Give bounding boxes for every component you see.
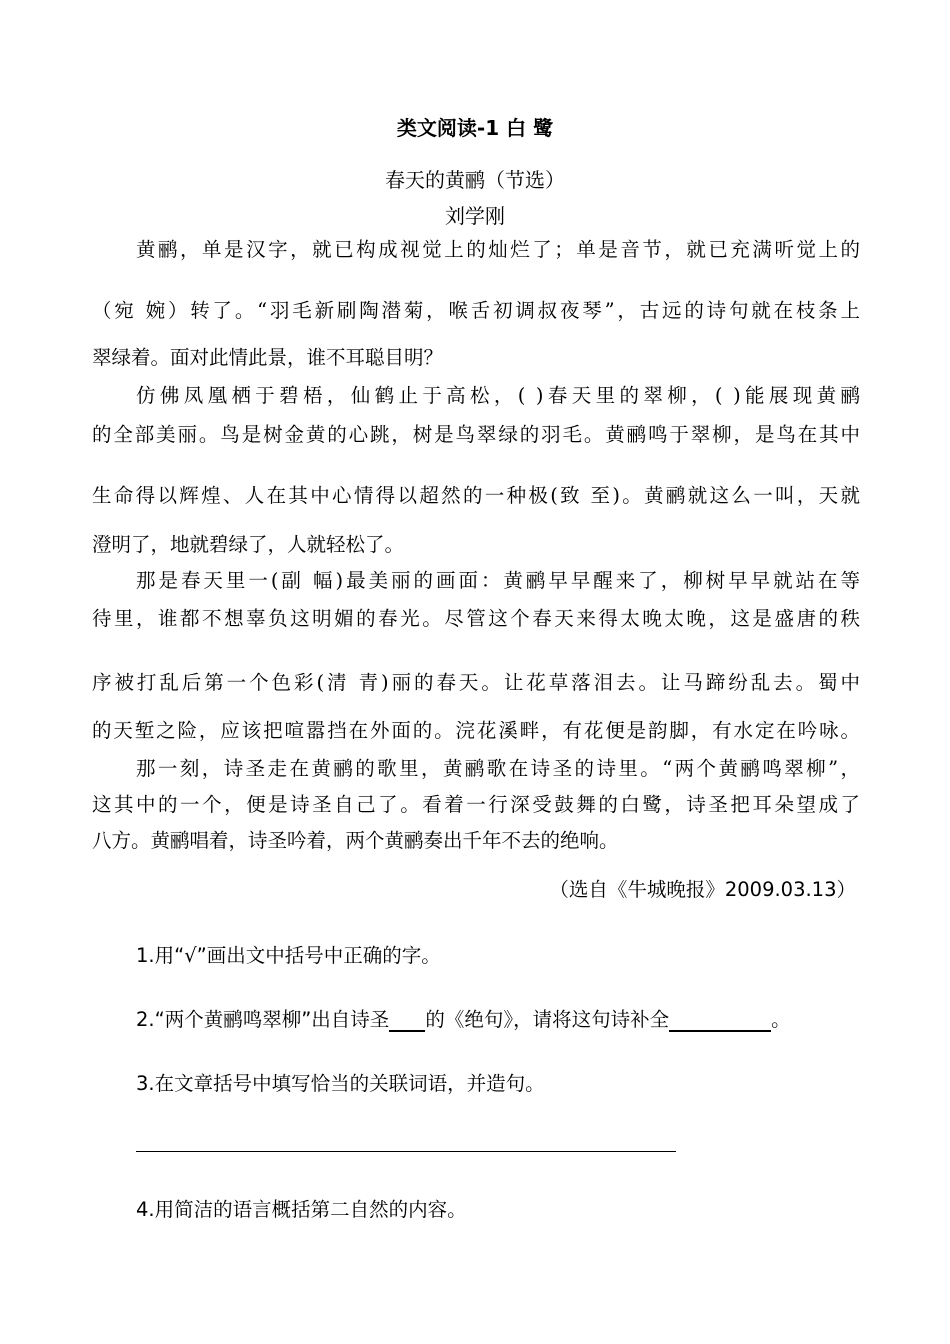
question-3: 3.在文章括号中填写恰当的关联词语，并造句。 (136, 1072, 545, 1095)
answer-blank-poem[interactable] (669, 1008, 771, 1032)
paragraph-line: （宛 婉）转了。“羽毛新刷陶潜菊，喉舌初调叔夜琴”，古远的诗句就在枝条上 (92, 299, 860, 322)
document-title: 类文阅读-1 白 鹭 (396, 116, 554, 140)
paragraph-line: 的全部美丽。鸟是树金黄的心跳，树是鸟翠绿的羽毛。黄鹂鸣于翠柳，是鸟在其中 (92, 423, 860, 446)
paragraph-line: 澄明了，地就碧绿了，人就轻松了。 (92, 533, 405, 556)
answer-blank-poet[interactable] (389, 1008, 425, 1032)
paragraph-line: 生命得以辉煌、人在其中心情得以超然的一种极(致 至)。黄鹂就这么一叫，天就 (92, 484, 860, 507)
paragraph-line: 序被打乱后第一个色彩(清 青)丽的春天。让花草落泪去。让马蹄纷乱去。蜀中 (92, 671, 860, 694)
paragraph-line: 黄鹂，单是汉字，就已构成视觉上的灿烂了；单是音节，就已充满听觉上的 (136, 238, 860, 261)
answer-line[interactable] (136, 1151, 676, 1152)
paragraph-line: 八方。黄鹂唱着，诗圣吟着，两个黄鹂奏出千年不去的绝响。 (92, 829, 619, 852)
question-4: 4.用简洁的语言概括第二自然的内容。 (136, 1198, 467, 1221)
question-2-text-b: 的《绝句》，请将这句诗补全 (425, 1008, 670, 1031)
article-title: 春天的黄鹂（节选） (385, 168, 565, 192)
paragraph-line: 的天堑之险，应该把喧嚣挡在外面的。浣花溪畔，有花便是韵脚，有水定在吟咏。 (92, 719, 860, 742)
article-source: （选自《牛城晚报》2009.03.13） (549, 878, 856, 901)
question-1: 1.用“√”画出文中括号中正确的字。 (136, 944, 441, 967)
paragraph-line: 那一刻，诗圣走在黄鹂的歌里，黄鹂歌在诗圣的诗里。“两个黄鹂鸣翠柳”， (136, 757, 860, 780)
paragraph-line: 待里，谁都不想辜负这明媚的春光。尽管这个春天来得太晚太晚，这是盛唐的秩 (92, 607, 860, 630)
paragraph-line: 仿佛凤凰栖于碧梧，仙鹤止于高松，( )春天里的翠柳，( )能展现黄鹂 (136, 384, 860, 407)
article-author: 刘学刚 (445, 204, 505, 228)
paragraph-line: 这其中的一个，便是诗圣自己了。看着一行深受鼓舞的白鹭，诗圣把耳朵望成了 (92, 793, 860, 816)
question-2-text-c: 。 (771, 1008, 791, 1031)
paragraph-line: 翠绿着。面对此情此景，谁不耳聪目明？ (92, 346, 444, 369)
question-2 (136, 1004, 791, 1032)
paragraph-line: 那是春天里一(副 幅)最美丽的画面：黄鹂早早醒来了，柳树早早就站在等 (136, 569, 860, 592)
question-2-text-a: 2.“两个黄鹂鸣翠柳”出自诗圣 (136, 1008, 390, 1031)
